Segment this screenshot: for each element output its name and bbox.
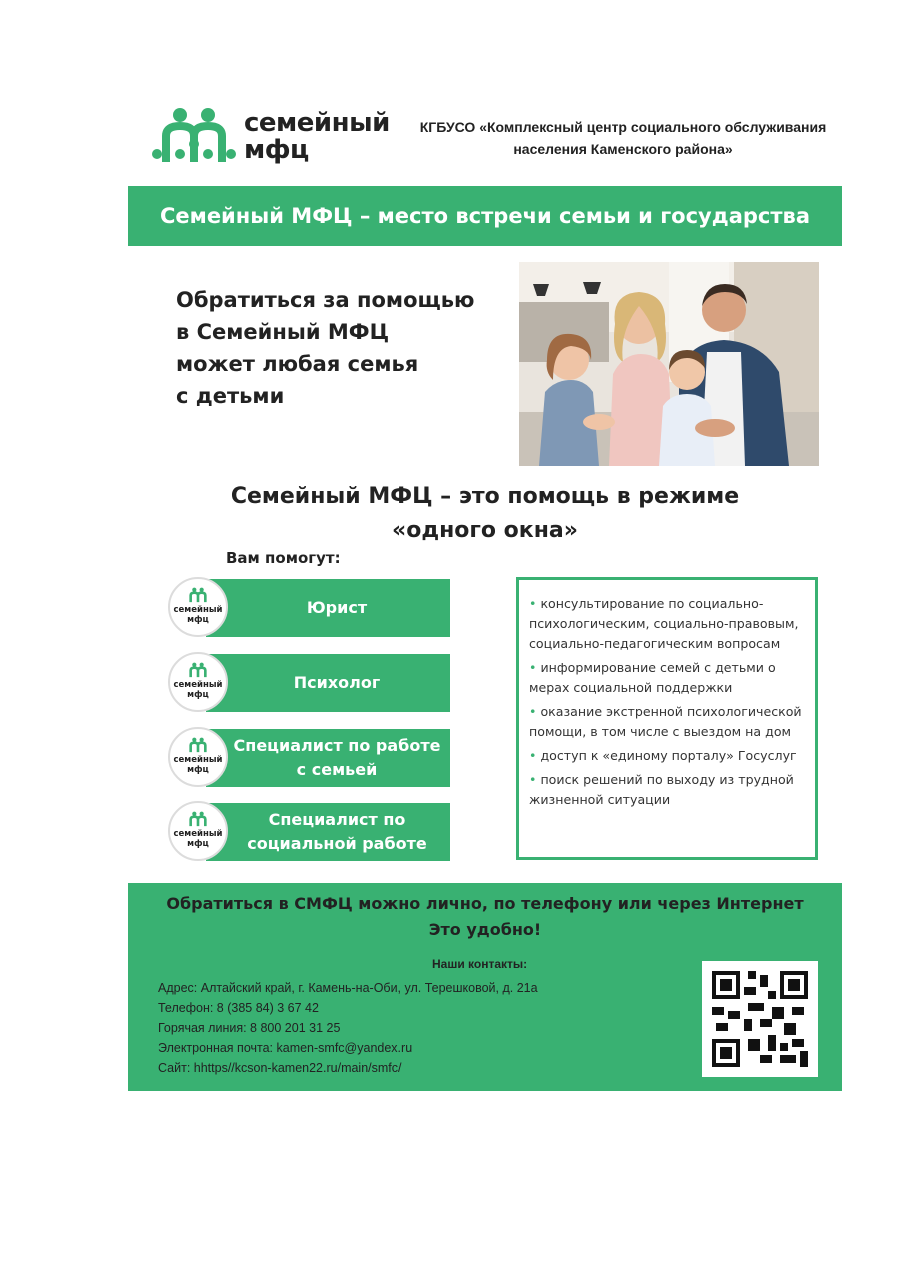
help-label: Вам помогут: [226, 549, 341, 567]
footer-line1: Обратиться в СМФЦ можно лично, по телефону или через Интернет [166, 894, 804, 913]
badge-logo [168, 652, 228, 712]
organization-name: КГБУСО «Комплексный центр социального обслуживания населения Каменского района» [419, 119, 827, 157]
qr-code [702, 961, 818, 1077]
contact-address: Адрес: Алтайский край, г. Камень-на-Оби, ул. Терешковой, д. 21а [158, 981, 538, 995]
logo-text: семейный мфц [244, 108, 390, 165]
badge-text: семейный мфц [173, 680, 223, 700]
badge-text: семейный мфц [173, 755, 223, 775]
family-photo [519, 262, 819, 466]
badge-logo [168, 727, 228, 787]
banner-title: Семейный МФЦ – место встречи семьи и государства [128, 186, 842, 246]
specialist-lawyer [168, 579, 450, 637]
badge-logo [168, 577, 228, 637]
intro-text: Обратиться за помощью в Семейный МФЦ может любая семья с детьми [176, 288, 475, 408]
contact-hotline: Горячая линия: 8 800 201 31 25 [158, 1021, 341, 1035]
specialist-label: Специалист по социальной работе [206, 803, 450, 861]
specialist-psychologist [168, 654, 450, 712]
footer-message [128, 891, 842, 943]
flyer [128, 88, 842, 1091]
list-item: • информирование семей с детьми о мерах социальной поддержки [529, 660, 776, 695]
family-logo-icon [187, 810, 209, 828]
contact-footer [128, 883, 842, 1091]
family-logo-icon [187, 661, 209, 679]
contact-site: Сайт: hhttps//kcson-kamen22.ru/main/smfc/ [158, 1061, 402, 1075]
services-list [516, 577, 818, 860]
specialist-social [168, 803, 450, 861]
contact-email: Электронная почта: kamen-smfc@yandex.ru [158, 1041, 413, 1055]
logo [152, 106, 392, 166]
specialist-label: Юрист [206, 579, 450, 637]
family-logo-icon [187, 736, 209, 754]
list-item: • оказание экстренной психологической помощи, в том числе с выездом на дом [529, 704, 802, 739]
badge-text: семейный мфц [173, 605, 223, 625]
contacts-title: Наши контакты: [432, 957, 528, 971]
specialist-label: Психолог [206, 654, 450, 712]
contact-phone: Телефон: 8 (385 84) 3 67 42 [158, 1001, 319, 1015]
list-item: • поиск решений по выходу из трудной жизненной ситуации [529, 772, 794, 807]
specialist-family [168, 729, 450, 787]
footer-line2: Это удобно! [428, 920, 542, 939]
family-logo-icon [152, 106, 236, 164]
headline: Семейный МФЦ – это помощь в режиме «одного окна» [230, 484, 740, 543]
family-logo-icon [187, 586, 209, 604]
list-item: • консультирование по социально-психологическим, социально-правовым, социально-педагогическим вопросам [529, 596, 799, 651]
badge-logo [168, 801, 228, 861]
badge-text: семейный мфц [173, 829, 223, 849]
list-item: • доступ к «единому порталу» Госуслуг [529, 748, 797, 763]
specialist-label: Специалист по работе с семьей [206, 729, 450, 787]
